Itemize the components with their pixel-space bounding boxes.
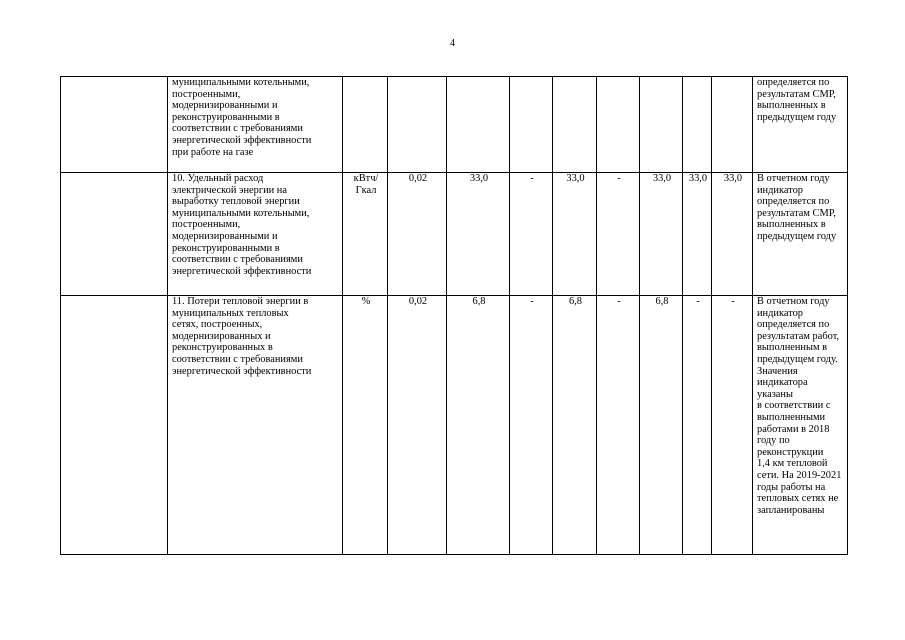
empty-cell [61, 173, 168, 296]
value-cell [388, 77, 447, 173]
value-cell: 0,02 [388, 296, 447, 555]
unit-cell: кВтч/ Гкал [343, 173, 388, 296]
indicator-name-line: энергетической эффективности [172, 265, 312, 277]
note-cell [753, 77, 848, 173]
note-line: определяется по [757, 196, 830, 208]
note-line: работами в 2018 [757, 423, 830, 435]
value-cell: 6,8 [553, 296, 597, 555]
indicator-name-line: построенными, [172, 88, 241, 100]
note-line: реконструкции [757, 446, 824, 458]
note-line: индикатор [757, 307, 803, 319]
value-cell: - [597, 296, 640, 555]
note-line: выполненных в [757, 100, 826, 112]
note-line: выполненным в [757, 342, 828, 354]
indicator-name-line: соответствии с требованиями [172, 254, 303, 266]
empty-cell [61, 77, 168, 173]
note-line: определяется по [757, 319, 830, 331]
note-line: В отчетном году [757, 296, 830, 307]
indicator-name-line: модернизированными и [172, 230, 278, 242]
note-line: индикатора указаны [757, 377, 808, 400]
note-cell [753, 173, 848, 296]
note-cell [753, 296, 848, 555]
value-cell: 33,0 [683, 173, 712, 296]
note-line: 1,4 км тепловой [757, 458, 828, 470]
note-line: результатам СМР, [757, 207, 836, 219]
note-line: году по [757, 435, 790, 447]
page-number: 4 [450, 38, 455, 49]
indicator-name-line: муниципальными котельными, [172, 77, 310, 88]
table-row [61, 77, 848, 173]
indicator-name-line: реконструированными в [172, 242, 280, 254]
indicator-name-line: энергетической эффективности [172, 134, 312, 146]
value-cell: 6,8 [640, 296, 683, 555]
value-cell: 6,8 [447, 296, 510, 555]
indicator-name-line: сетях, построенных, [172, 319, 263, 331]
value-cell: 33,0 [447, 173, 510, 296]
indicator-name-line: соответствии с требованиями [172, 353, 303, 365]
indicator-name-cell [168, 296, 343, 555]
value-cell [553, 77, 597, 173]
value-cell: 33,0 [553, 173, 597, 296]
indicator-name-line: электрической энергии на [172, 184, 287, 196]
indicator-name-line: выработку тепловой энергии [172, 196, 300, 208]
indicators-table [60, 76, 848, 555]
indicator-name-line: модернизированных и [172, 330, 271, 342]
value-cell: 0,02 [388, 173, 447, 296]
indicator-name-line: реконструированных в [172, 342, 273, 354]
unit-cell [343, 77, 388, 173]
value-cell [597, 77, 640, 173]
note-line: сети. На 2019-2021 [757, 469, 842, 481]
value-cell [712, 77, 753, 173]
value-cell [683, 77, 712, 173]
value-cell: 33,0 [712, 173, 753, 296]
note-line: результатам работ, [757, 330, 840, 342]
indicator-name-line: соответствии с требованиями [172, 123, 303, 135]
note-line: выполненных в [757, 219, 826, 231]
note-line: предыдущем году [757, 111, 837, 123]
indicator-name-cell [168, 173, 343, 296]
value-cell [510, 77, 553, 173]
table-row [61, 173, 848, 296]
note-line: В отчетном году [757, 173, 830, 184]
value-cell: - [597, 173, 640, 296]
value-cell: - [510, 296, 553, 555]
note-line: Значения [757, 365, 798, 377]
note-line: результатам СМР, [757, 88, 836, 100]
indicator-name-line: при работе на газе [172, 146, 254, 158]
note-line: определяется по [757, 77, 830, 88]
indicator-name-line: муниципальными котельными, [172, 207, 310, 219]
note-line: предыдущем году. [757, 353, 838, 365]
indicator-name-line: муниципальных тепловых [172, 307, 289, 319]
note-line: тепловых сетях не [757, 493, 839, 505]
indicator-name-line: реконструированными в [172, 111, 280, 123]
indicator-name-line: 11. Потери тепловой энергии в [172, 296, 309, 307]
note-line: индикатор [757, 184, 803, 196]
value-cell: 33,0 [640, 173, 683, 296]
table-row [61, 296, 848, 555]
note-line: в соответствии с [757, 400, 831, 412]
value-cell: - [683, 296, 712, 555]
indicator-name-line: энергетической эффективности [172, 365, 312, 377]
note-line: выполненными [757, 411, 826, 423]
note-line: предыдущем году [757, 230, 837, 242]
indicator-name-line: 10. Удельный расход [172, 173, 264, 184]
empty-cell [61, 296, 168, 555]
value-cell: - [510, 173, 553, 296]
note-line: годы работы на [757, 481, 826, 493]
indicator-name-line: построенными, [172, 219, 241, 231]
note-line: запланированы [757, 504, 825, 516]
value-cell: - [712, 296, 753, 555]
indicator-name-line: модернизированными и [172, 100, 278, 112]
unit-cell: % [343, 296, 388, 555]
value-cell [447, 77, 510, 173]
indicator-name-cell [168, 77, 343, 173]
value-cell [640, 77, 683, 173]
